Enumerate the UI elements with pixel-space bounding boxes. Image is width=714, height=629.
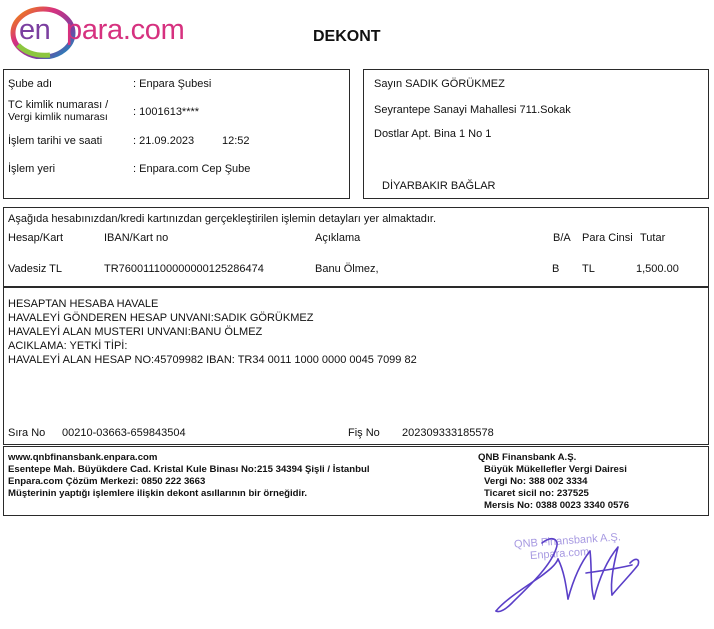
detail-line-1: HESAPTAN HESABA HAVALE [8,298,159,310]
location-label: İşlem yeri [8,163,56,175]
date-label: İşlem tarihi ve saati [8,135,103,147]
tc-value: : 1001613**** [133,106,200,118]
address-box [363,69,709,199]
detail-line-4: ACIKLAMA: YETKİ TİPİ: [8,340,128,352]
details-box [3,287,709,445]
branch-label: Şube adı [8,78,53,90]
tc-label-line1: TC kimlik numarası / [8,99,109,111]
footer-disclaimer: Müşterinin yaptığı işlemlere ilişkin dekont asıllarının bir örneğidir. [8,488,308,499]
header-account: Hesap/Kart [8,232,64,244]
tc-label-line2: Vergi kimlik numarası [8,111,108,123]
page-title: DEKONT [313,28,381,45]
stamp-line2: Enpara.com [529,545,590,563]
signature-icon [482,515,662,625]
footer-website: www.qnbfinansbank.enpara.com [8,452,158,463]
mersis-number: Mersis No: 0388 0023 3340 0576 [484,500,630,511]
row-amount: 1,500.00 [636,263,679,275]
footer-box [3,446,709,516]
branch-value: : Enpara Şubesi [133,78,212,90]
stamp-line1: QNB Finansbank A.Ş. [513,531,622,551]
logo-en-text: en [19,14,51,46]
row-account: Vadesiz TL [8,263,63,275]
customer-name: Sayın SADIK GÖRÜKMEZ [374,78,505,90]
row-currency: TL [582,263,595,275]
header-ba: B/A [553,232,571,244]
time-value: 12:52 [222,135,250,147]
address-line3: DİYARBAKIR BAĞLAR [382,180,496,192]
sira-label: Sıra No [8,427,46,439]
header-iban: IBAN/Kart no [104,232,169,244]
tax-office: Büyük Mükellefler Vergi Dairesi [484,464,627,475]
detail-line-3: HAVALEYİ ALAN MUSTERI UNVANI:BANU ÖLMEZ [8,326,263,338]
date-value: : 21.09.2023 [133,135,195,147]
trade-registry: Ticaret sicil no: 237525 [484,488,589,499]
sira-value: 00210-03663-659843504 [62,427,186,439]
fis-label: Fiş No [348,427,380,439]
footer-phone: Enpara.com Çözüm Merkezi: 0850 222 3663 [8,476,206,487]
row-iban: TR760011100000000125286474 [104,263,264,275]
footer-address: Esentepe Mah. Büyükdere Cad. Kristal Kule Binası No:215 34394 Şişli / İstanbul [8,464,370,475]
logo-para-text: para.com [66,14,185,46]
branch-info-box [3,69,350,199]
fis-value: 202309333185578 [402,427,494,439]
address-line1: Seyrantepe Sanayi Mahallesi 711.Sokak [374,104,571,116]
location-value: : Enpara.com Cep Şube [133,163,251,175]
row-ba: B [552,263,560,275]
header-amount: Tutar [640,232,666,244]
row-description: Banu Ölmez, [315,263,379,275]
address-line2: Dostlar Apt. Bina 1 No 1 [374,128,492,140]
detail-line-2: HAVALEYİ GÖNDEREN HESAP UNVANI:SADIK GÖRÜKMEZ [8,312,314,324]
header-description: Açıklama [315,232,361,244]
bank-name: QNB Finansbank A.Ş. [478,452,577,463]
tax-number: Vergi No: 388 002 3334 [484,476,588,487]
transaction-box [3,207,709,287]
transaction-intro: Aşağıda hesabınızdan/kredi kartınızdan gerçekleştirilen işlemin detayları yer almaktadır. [8,213,436,225]
detail-line-5: HAVALEYİ ALAN HESAP NO:45709982 IBAN: TR34 0011 1000 0000 0045 7099 82 [8,354,417,366]
header-currency: Para Cinsi [582,232,633,244]
